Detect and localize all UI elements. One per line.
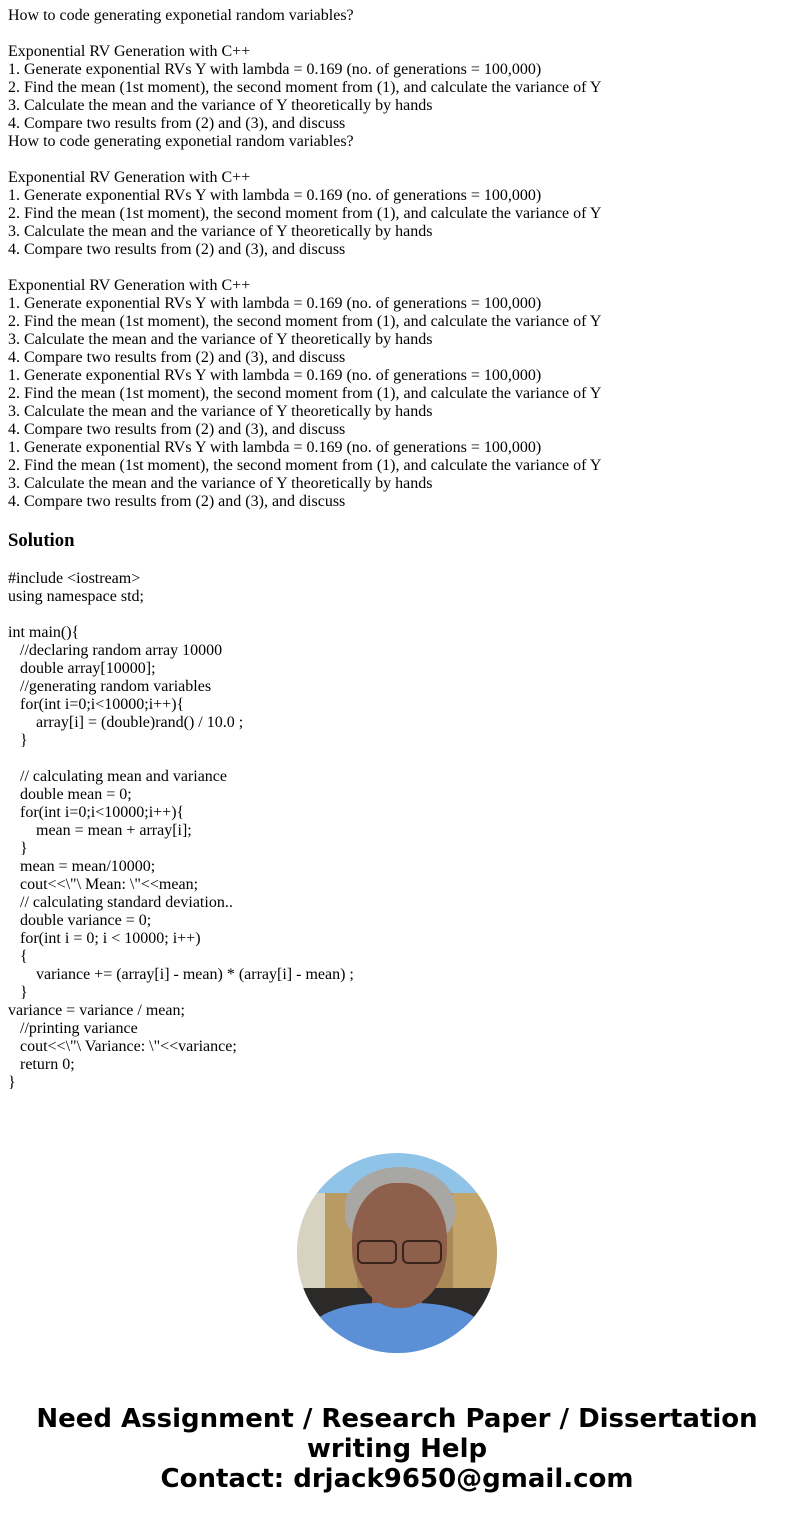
code-line: using namespace std; bbox=[8, 588, 144, 605]
question-line: 3. Calculate the mean and the variance of Y theoretically by hands bbox=[8, 403, 433, 420]
question-line: 2. Find the mean (1st moment), the second moment from (1), and calculate the variance of Y bbox=[8, 79, 602, 96]
code-line: return 0; bbox=[8, 1056, 75, 1073]
code-line bbox=[8, 750, 788, 768]
code-line: } bbox=[8, 732, 28, 749]
question-line: 1. Generate exponential RVs Y with lambda = 0.169 (no. of generations = 100,000) bbox=[8, 295, 542, 312]
code-line: //declaring random array 10000 bbox=[8, 642, 223, 659]
code-line: //printing variance bbox=[8, 1020, 138, 1037]
code-line: for(int i=0;i<10000;i++){ bbox=[8, 696, 185, 713]
code-line: double mean = 0; bbox=[8, 786, 132, 803]
code-line: } bbox=[8, 1074, 16, 1091]
code-line: { bbox=[8, 948, 28, 965]
question-line: 4. Compare two results from (2) and (3), and discuss bbox=[8, 115, 346, 132]
code-line: for(int i = 0; i < 10000; i++) bbox=[8, 930, 201, 947]
question-line: 2. Find the mean (1st moment), the second moment from (1), and calculate the variance of Y bbox=[8, 385, 602, 402]
question-line: 1. Generate exponential RVs Y with lambda = 0.169 (no. of generations = 100,000) bbox=[8, 187, 542, 204]
question-line: 1. Generate exponential RVs Y with lambda = 0.169 (no. of generations = 100,000) bbox=[8, 367, 542, 384]
code-line: } bbox=[8, 840, 28, 857]
code-line: mean = mean + array[i]; bbox=[8, 822, 192, 839]
question-line: Exponential RV Generation with C++ bbox=[8, 43, 251, 60]
code-line: mean = mean/10000; bbox=[8, 858, 156, 875]
glasses-icon bbox=[357, 1240, 442, 1262]
question-line: 4. Compare two results from (2) and (3), and discuss bbox=[8, 493, 346, 510]
question-line bbox=[8, 259, 788, 277]
question-line: Exponential RV Generation with C++ bbox=[8, 277, 251, 294]
question-line: 3. Calculate the mean and the variance of Y theoretically by hands bbox=[8, 475, 433, 492]
code-line: array[i] = (double)rand() / 10.0 ; bbox=[8, 714, 244, 731]
document bbox=[8, 7, 788, 1092]
question-line: 3. Calculate the mean and the variance of Y theoretically by hands bbox=[8, 97, 433, 114]
question-line: Exponential RV Generation with C++ bbox=[8, 169, 251, 186]
code-line: double array[10000]; bbox=[8, 660, 156, 677]
code-line: variance += (array[i] - mean) * (array[i] - mean) ; bbox=[8, 966, 354, 983]
code-line: // calculating standard deviation.. bbox=[8, 894, 233, 911]
question-line: 3. Calculate the mean and the variance of Y theoretically by hands bbox=[8, 331, 433, 348]
question-line bbox=[8, 25, 788, 43]
question-line: 4. Compare two results from (2) and (3), and discuss bbox=[8, 349, 346, 366]
banner-line-3: Contact: drjack9650@gmail.com bbox=[160, 1464, 634, 1494]
code-line: // calculating mean and variance bbox=[8, 768, 228, 785]
code-line: for(int i=0;i<10000;i++){ bbox=[8, 804, 185, 821]
expert-avatar-photo bbox=[297, 1153, 497, 1353]
solution-code bbox=[8, 570, 788, 1092]
contact-banner bbox=[0, 1404, 794, 1494]
code-line bbox=[8, 606, 788, 624]
code-line: } bbox=[8, 984, 28, 1001]
question-line: 2. Find the mean (1st moment), the second moment from (1), and calculate the variance of Y bbox=[8, 205, 602, 222]
solution-heading: Solution bbox=[8, 530, 75, 551]
question-line: 1. Generate exponential RVs Y with lambda = 0.169 (no. of generations = 100,000) bbox=[8, 61, 542, 78]
code-line: int main(){ bbox=[8, 624, 80, 641]
code-line: //generating random variables bbox=[8, 678, 212, 695]
code-line: cout<<\"\ Variance: \"<<variance; bbox=[8, 1038, 237, 1055]
question-line: 3. Calculate the mean and the variance of Y theoretically by hands bbox=[8, 223, 433, 240]
question-line: How to code generating exponetial random variables? bbox=[8, 7, 354, 24]
code-line: variance = variance / mean; bbox=[8, 1002, 185, 1019]
code-line: #include <iostream> bbox=[8, 570, 141, 587]
code-line: cout<<\"\ Mean: \"<<mean; bbox=[8, 876, 199, 893]
question-line: 4. Compare two results from (2) and (3), and discuss bbox=[8, 421, 346, 438]
question-text bbox=[8, 7, 788, 511]
question-line: How to code generating exponetial random variables? bbox=[8, 133, 354, 150]
question-line: 4. Compare two results from (2) and (3), and discuss bbox=[8, 241, 346, 258]
question-line: 2. Find the mean (1st moment), the second moment from (1), and calculate the variance of Y bbox=[8, 313, 602, 330]
banner-line-2: writing Help bbox=[306, 1434, 488, 1464]
code-line: double variance = 0; bbox=[8, 912, 152, 929]
question-line: 1. Generate exponential RVs Y with lambda = 0.169 (no. of generations = 100,000) bbox=[8, 439, 542, 456]
question-line bbox=[8, 151, 788, 169]
question-line: 2. Find the mean (1st moment), the second moment from (1), and calculate the variance of Y bbox=[8, 457, 602, 474]
banner-line-1: Need Assignment / Research Paper / Dissertation bbox=[36, 1404, 758, 1434]
